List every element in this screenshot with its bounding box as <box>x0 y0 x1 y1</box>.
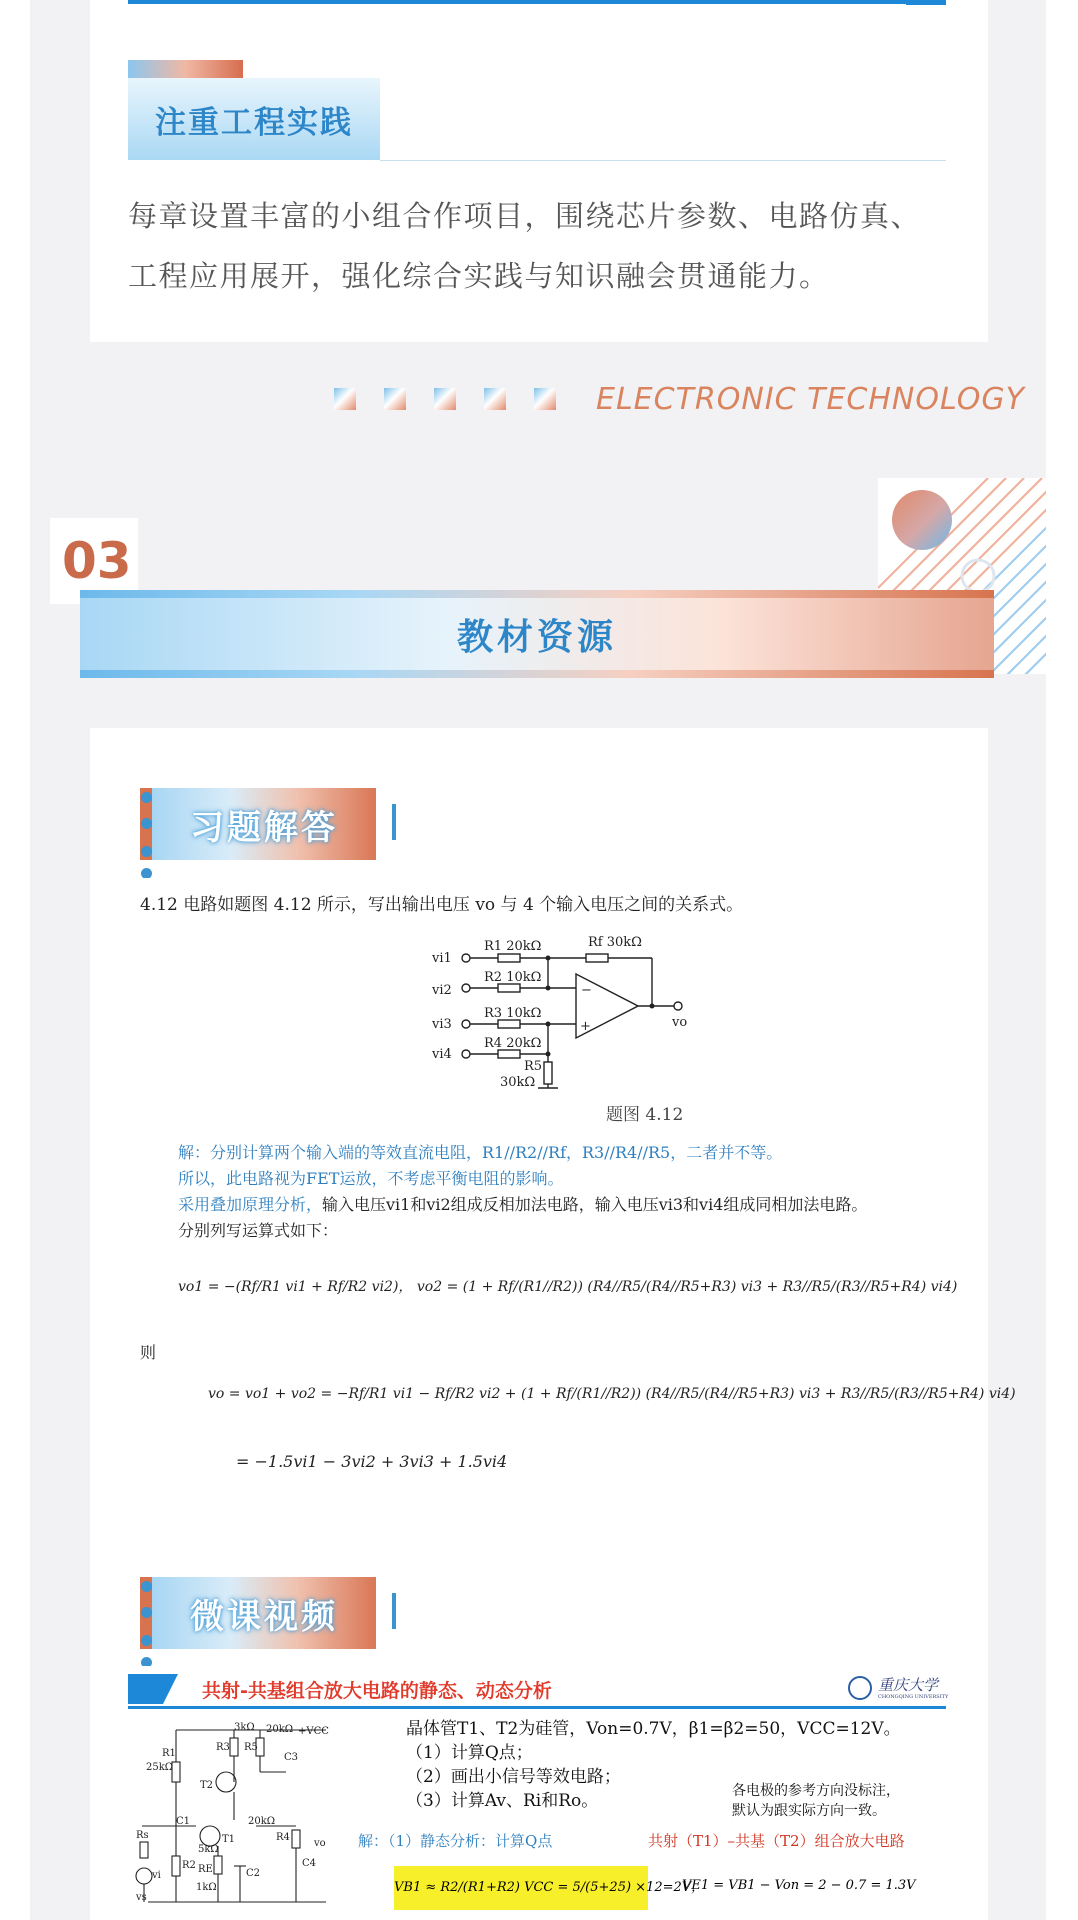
label-r4: R4 <box>276 1832 290 1843</box>
tag-side-bar <box>392 1593 396 1629</box>
tag-dot <box>141 846 152 857</box>
label-c4: C4 <box>302 1858 317 1869</box>
label-re-value: 1kΩ <box>196 1882 217 1893</box>
decor-squares <box>334 388 556 410</box>
slide-header-rule <box>128 1706 946 1709</box>
card-top-rule-end <box>906 0 946 5</box>
label-r1-value: 25kΩ <box>146 1762 174 1773</box>
label-vo: vo <box>314 1838 326 1849</box>
question-2: （2）画出小信号等效电路； <box>406 1767 621 1787</box>
label-r2-value: 5kΩ <box>198 1844 219 1855</box>
label-r4-value: 20kΩ <box>248 1816 276 1827</box>
given-conditions: 晶体管T1、T2为硅管，Von=0.7V，β1=β2=50，VCC=12V。 <box>406 1719 901 1739</box>
label-vi3: vi3 <box>432 1017 452 1032</box>
label-c2: C2 <box>246 1868 261 1879</box>
note-line-2: 默认为跟实际方向一致。 <box>732 1803 886 1819</box>
label-r5-value: 20kΩ <box>266 1724 294 1735</box>
formula-ve1: VE1 = VB1 − Von = 2 − 0.7 = 1.3V <box>682 1878 916 1893</box>
tag-side-bar <box>392 804 396 840</box>
solution-line-3-rest: 输入电压vi1和vi2组成反相加法电路，输入电压vi3和vi4组成同相加法电路。 <box>322 1195 868 1214</box>
tag-dot <box>141 1635 152 1646</box>
question-3: （3）计算Av、Ri和Ro。 <box>406 1791 599 1811</box>
label-rf: Rf 30kΩ <box>588 935 642 950</box>
subheading-box <box>128 78 380 160</box>
label-r3-value: 3kΩ <box>234 1722 255 1733</box>
label-vi4: vi4 <box>432 1047 452 1062</box>
solution-line-2: 所以，此电路视为FET运放，不考虑平衡电阻的影响。 <box>178 1169 564 1188</box>
feature-paragraph: 每章设置丰富的小组合作项目，围绕芯片参数、电路仿真、工程应用展开，强化综合实践与知识融会贯通能力。 <box>128 199 922 293</box>
solution-line-3-lead: 采用叠加原理分析， <box>178 1195 323 1214</box>
formula-vb1: VB1 ≈ R2/(R1+R2) VCC = 5/(5+25) ×12=2V， <box>394 1866 648 1910</box>
label-r2: R2 <box>182 1860 196 1871</box>
decor-square <box>534 388 556 410</box>
label-re: RE <box>198 1864 213 1875</box>
answer-circuit-type: 共射（T1）–共基（T2）组合放大电路 <box>648 1832 905 1850</box>
solution-line-3 <box>178 1192 867 1215</box>
label-vi2: vi2 <box>432 983 452 998</box>
label-r5: R5 <box>244 1742 258 1753</box>
label-plus: + <box>580 1019 591 1034</box>
label-vcc: +VCC <box>298 1726 329 1737</box>
subheading-text: 注重工程实践 <box>155 104 353 141</box>
micro-video-slide[interactable] <box>128 1666 949 1920</box>
university-name: 重庆大学 <box>878 1676 939 1694</box>
label-r1: R1 <box>162 1748 176 1759</box>
section-number: 03 <box>62 532 132 590</box>
tag-dot <box>141 792 152 803</box>
tag-dot <box>141 1607 152 1618</box>
decor-square <box>384 388 406 410</box>
card-top-rule <box>128 0 946 4</box>
slide-title: 共射-共基组合放大电路的静态、动态分析 <box>202 1680 552 1702</box>
problem-statement: 4.12 电路如题图 4.12 所示，写出输出电压 vo 与 4 个输入电压之间的关系式。 <box>140 895 744 915</box>
subheading-accent-bar <box>128 60 243 78</box>
section-title: 教材资源 <box>456 616 617 658</box>
equation-1: vo1 = −(Rf/R1 vi1 + Rf/R2 vi2)， vo2 = (1 + Rf/(R1//R2)) (R4//R5/(R4//R5+R3) vi3 + R3//R5/(R3//R5+R4) vi4) <box>178 1279 958 1295</box>
subheading-underline <box>380 160 946 161</box>
label-minus: − <box>581 983 592 998</box>
slide-header-accent <box>128 1674 178 1704</box>
decor-english-text: ELECTRONIC TECHNOLOGY <box>596 382 1025 417</box>
label-vo: vo <box>672 1015 688 1030</box>
label-vs: vs <box>136 1892 147 1903</box>
equation-2: vo = vo1 + vo2 = −Rf/R1 vi1 − Rf/R2 vi2 + (1 + Rf/(R1//R2)) (R4//R5/(R4//R5+R3) vi3 + R3//R5/(R3//R5+R4) vi4) <box>208 1386 1016 1402</box>
label-vi1: vi1 <box>432 951 452 966</box>
exercise-solution-image <box>128 878 1016 1484</box>
then-label: 则 <box>140 1343 157 1362</box>
solution-line-1: 解：分别计算两个输入端的等效直流电阻，R1//R2//Rf，R3//R4//R5，二者并不等。 <box>178 1143 783 1162</box>
label-r5: R5 <box>524 1059 543 1074</box>
label-t2: T2 <box>200 1780 214 1791</box>
solution-line-4: 分别列写运算式如下： <box>178 1221 339 1240</box>
label-r1: R1 20kΩ <box>484 939 542 954</box>
question-1: （1）计算Q点； <box>406 1743 533 1763</box>
label-r5-value: 30kΩ <box>500 1075 536 1090</box>
label-r3: R3 10kΩ <box>484 1006 542 1021</box>
tag-dot <box>141 818 152 829</box>
decor-square <box>484 388 506 410</box>
micro-video-tag-label: 微课视频 <box>190 1596 338 1637</box>
label-c3: C3 <box>284 1752 299 1763</box>
exercises-tag-label: 习题解答 <box>190 807 338 848</box>
figure-caption: 题图 4.12 <box>606 1105 684 1125</box>
micro-video-tag <box>140 1577 376 1649</box>
tag-dot <box>141 1581 152 1592</box>
label-r2: R2 10kΩ <box>484 970 542 985</box>
label-rs: Rs <box>136 1830 149 1841</box>
university-name-en: CHONGQING UNIVERSITY <box>878 1694 949 1700</box>
label-r3: R3 <box>216 1742 230 1753</box>
equation-3: = −1.5vi1 − 3vi2 + 3vi3 + 1.5vi4 <box>236 1452 508 1471</box>
cascode-circuit-diagram <box>136 1716 346 1920</box>
note-line-1: 各电极的参考方向没标注， <box>732 1783 900 1799</box>
label-r4: R4 20kΩ <box>484 1036 542 1051</box>
university-logo-icon <box>848 1676 872 1700</box>
answer-label: 解：（1）静态分析：计算Q点 <box>358 1832 553 1850</box>
exercises-tag <box>140 788 376 860</box>
decor-square <box>434 388 456 410</box>
decor-square <box>334 388 356 410</box>
label-t1: T1 <box>222 1834 236 1845</box>
label-c1: C1 <box>176 1816 191 1827</box>
opamp-circuit-diagram <box>428 932 758 1092</box>
label-vi: vi <box>152 1870 161 1881</box>
